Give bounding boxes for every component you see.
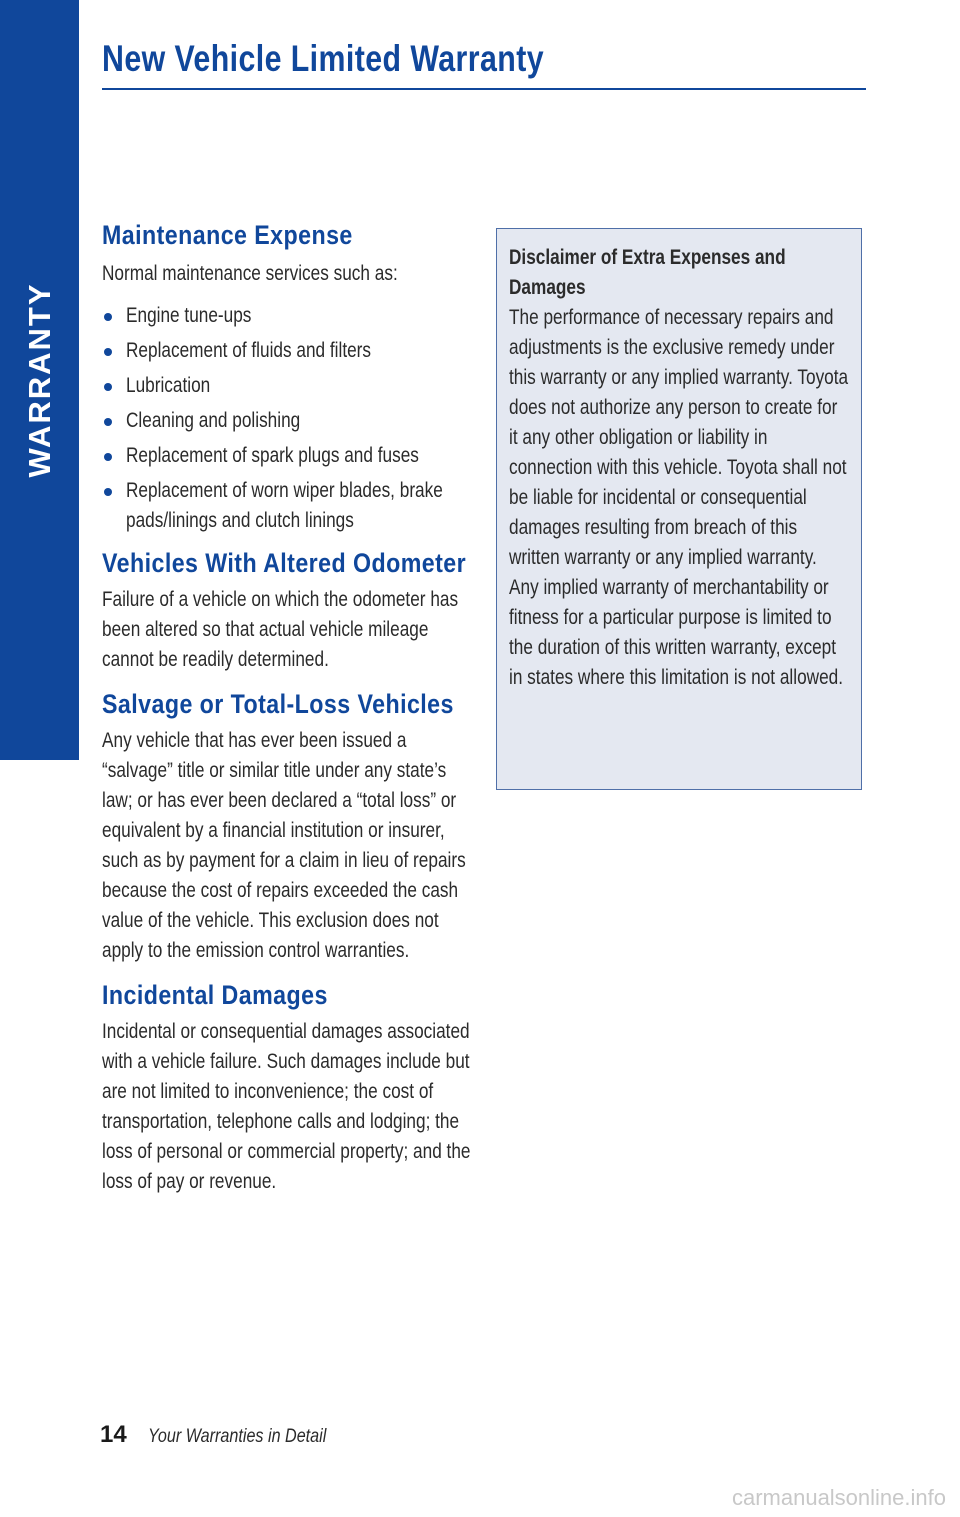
maintenance-intro: Normal maintenance services such as: [102,262,398,285]
disclaimer-box [496,228,862,790]
list-item-text: Engine tune-ups [126,304,252,327]
odometer-text: Failure of a vehicle on which the odometer has been altered so that actual vehicle mileage cannot be readily determined. [102,588,459,671]
watermark: carmanualsonline.info [731,1485,946,1510]
disclaimer-title: Disclaimer of Extra Expenses and Damages [509,246,786,299]
salvage-text: Any vehicle that has ever been issued a “salvage” title or similar title under any state’s law; or has ever been declared a “total loss” or equivalent by a financial institution or insurer, such as by payment for a claim in lieu of repairs because the cost of repairs exceeded the cash value of the vehicle. This exclusion does not apply to the emission control warranties. [102,729,466,962]
list-item [102,406,474,436]
bullet-icon [104,383,112,391]
footer-section-label: Your Warranties in Detail [148,1426,327,1447]
side-tab-label: WARRANTY [22,282,57,478]
maintenance-list [102,301,474,536]
left-column [102,220,474,1197]
section-heading-maintenance: Maintenance Expense [102,220,353,250]
list-item [102,371,474,401]
incidental-text: Incidental or consequential damages associated with a vehicle failure. Such damages include but are not limited to inconvenience; the cost of transportation, telephone calls and lodging; the loss of personal or commercial property; and the loss of pay or revenue. [102,1020,471,1193]
list-item [102,336,474,366]
section-heading-salvage: Salvage or Total-Loss Vehicles [102,689,454,719]
bullet-icon [104,418,112,426]
list-item-text: Replacement of spark plugs and fuses [126,444,419,467]
list-item [102,441,474,471]
bullet-icon [104,488,112,496]
bullet-icon [104,348,112,356]
list-item-text: Replacement of fluids and filters [126,339,372,362]
page-number: 14 [100,1421,127,1448]
page-title: New Vehicle Limited Warranty [102,38,544,79]
list-item-text: Lubrication [126,374,211,397]
bullet-icon [104,453,112,461]
side-tab [0,0,79,760]
section-heading-incidental: Incidental Damages [102,980,328,1010]
section-heading-odometer: Vehicles With Altered Odometer [102,548,467,578]
disclaimer-text: The performance of necessary repairs and adjustments is the exclusive remedy under this warranty or any implied warranty. Toyota does not authorize any person to create for it any other obligation or liability in connection with this vehicle. Toyota shall not be liable for incidental or consequential damages resulting from breach of this written warranty or any implied warranty. Any implied warranty of merchantability or fitness for a particular purpose is limited to the duration of this written warranty, except in states where this limitation is not allowed. [509,306,849,689]
title-divider [102,88,866,90]
list-item-text: Cleaning and polishing [126,409,301,432]
list-item [102,476,474,536]
list-item-text: Replacement of worn wiper blades, brake pads/linings and clutch linings [126,479,443,532]
list-item [102,301,474,331]
bullet-icon [104,313,112,321]
